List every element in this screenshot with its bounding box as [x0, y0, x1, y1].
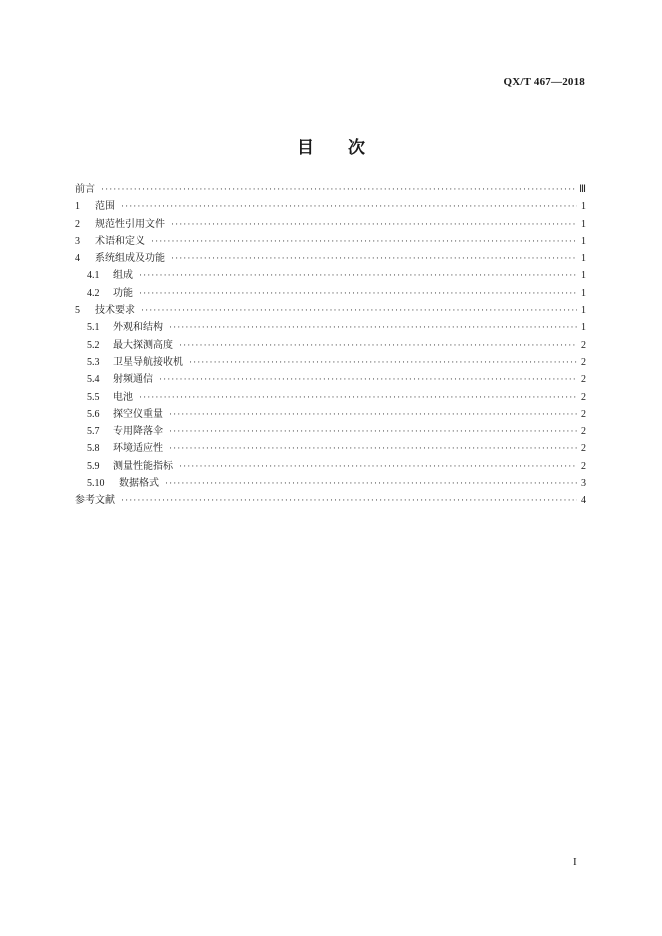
toc-entry-number: 5.2: [87, 339, 100, 351]
toc-leader-dots: [179, 340, 577, 350]
toc-entry-label: 规范性引用文件: [95, 218, 165, 230]
toc-leader-dots: [151, 236, 577, 246]
toc-entry-number: 5.9: [87, 460, 100, 472]
toc-entry-number: 4: [75, 253, 80, 265]
toc-entry[interactable]: [75, 180, 586, 197]
toc-entry[interactable]: [75, 301, 586, 318]
toc-entry-number: 4.2: [87, 287, 100, 299]
toc-entry-page: 1: [581, 287, 586, 299]
toc-entry-label: 射频通信: [113, 374, 153, 386]
toc-entry-page: 1: [581, 218, 586, 230]
toc-entry[interactable]: [75, 353, 586, 370]
toc-entry-label: 数据格式: [119, 478, 159, 490]
toc-entry-label: 组成: [113, 270, 133, 282]
toc-title: [0, 133, 662, 158]
toc-entry-page: 1: [581, 322, 586, 334]
toc-leader-dots: [169, 409, 577, 419]
toc-entry-number: 5.7: [87, 426, 100, 438]
toc-entry[interactable]: [75, 370, 586, 387]
toc-entry[interactable]: [75, 457, 586, 474]
toc-entry-number: 5.6: [87, 408, 100, 420]
toc-entry-label: 探空仪重量: [113, 408, 163, 420]
toc-leader-dots: [121, 201, 577, 211]
toc-entry-page: 2: [581, 356, 586, 368]
toc-entry-label: 外观和结构: [113, 322, 163, 334]
toc-leader-dots: [159, 374, 577, 384]
toc-leader-dots: [121, 495, 577, 505]
toc-entry[interactable]: [75, 249, 586, 266]
toc-title-right: 次: [348, 138, 365, 158]
toc-entry-number: 5.1: [87, 322, 100, 334]
toc-leader-dots: [141, 305, 577, 315]
toc-entry-label: 环境适应性: [113, 443, 163, 455]
toc-entry-page: 1: [581, 270, 586, 282]
toc-entry[interactable]: [75, 215, 586, 232]
toc-entry-number: 2: [75, 218, 80, 230]
toc-leader-dots: [171, 253, 577, 263]
toc-entry[interactable]: [75, 491, 586, 508]
toc-entry-page: 1: [581, 201, 586, 213]
toc-entry-label: 电池: [113, 391, 133, 403]
toc-entry-number: 4.1: [87, 270, 100, 282]
toc-entry[interactable]: [75, 439, 586, 456]
toc-entry-page: 4: [581, 495, 586, 507]
toc-entry[interactable]: [75, 266, 586, 283]
toc-leader-dots: [189, 357, 577, 367]
toc-leader-dots: [165, 478, 577, 488]
toc-leader-dots: [139, 392, 577, 402]
table-of-contents: [75, 180, 586, 509]
toc-entry[interactable]: [75, 405, 586, 422]
toc-entry[interactable]: [75, 284, 586, 301]
toc-entry-page: Ⅲ: [579, 184, 586, 195]
standard-code: QX/T 467—2018: [503, 76, 585, 88]
toc-leader-dots: [101, 184, 575, 194]
toc-entry-number: 3: [75, 235, 80, 247]
toc-leader-dots: [171, 219, 577, 229]
toc-entry-label: 前言: [75, 184, 95, 195]
toc-entry-page: 2: [581, 391, 586, 403]
toc-entry-page: 2: [581, 408, 586, 420]
toc-entry[interactable]: [75, 388, 586, 405]
toc-entry[interactable]: [75, 197, 586, 214]
toc-entry-number: 1: [75, 201, 80, 213]
toc-entry-page: 2: [581, 374, 586, 386]
toc-entry-label: 最大探测高度: [113, 339, 173, 351]
toc-entry-label: 系统组成及功能: [95, 253, 165, 265]
toc-entry-label: 参考文献: [75, 495, 115, 507]
toc-entry-label: 功能: [113, 287, 133, 299]
toc-entry-number: 5: [75, 305, 80, 317]
toc-leader-dots: [139, 270, 577, 280]
toc-entry-page: 2: [581, 426, 586, 438]
toc-entry-label: 范围: [95, 201, 115, 213]
toc-title-left: 目: [297, 138, 314, 158]
toc-entry-label: 卫星导航接收机: [113, 356, 183, 368]
toc-entry-page: 2: [581, 460, 586, 472]
toc-entry-number: 5.4: [87, 374, 100, 386]
toc-entry[interactable]: [75, 474, 586, 491]
toc-entry-number: 5.8: [87, 443, 100, 455]
toc-entry-label: 专用降落伞: [113, 426, 163, 438]
toc-entry-label: 技术要求: [95, 305, 135, 317]
toc-entry[interactable]: [75, 336, 586, 353]
toc-entry-page: 1: [581, 253, 586, 265]
toc-entry[interactable]: [75, 318, 586, 335]
toc-entry-page: 1: [581, 305, 586, 317]
toc-entry-label: 术语和定义: [95, 235, 145, 247]
toc-entry[interactable]: [75, 232, 586, 249]
toc-entry-page: 2: [581, 339, 586, 351]
toc-entry-number: 5.3: [87, 356, 100, 368]
toc-entry-page: 2: [581, 443, 586, 455]
page-number: I: [573, 856, 577, 868]
toc-leader-dots: [169, 322, 577, 332]
toc-entry-number: 5.10: [87, 478, 105, 490]
toc-entry[interactable]: [75, 422, 586, 439]
toc-leader-dots: [139, 288, 577, 298]
toc-entry-number: 5.5: [87, 391, 100, 403]
toc-entry-label: 测量性能指标: [113, 460, 173, 472]
toc-entry-page: 1: [581, 235, 586, 247]
toc-leader-dots: [169, 443, 577, 453]
toc-entry-page: 3: [581, 478, 586, 490]
toc-leader-dots: [169, 426, 577, 436]
toc-leader-dots: [179, 461, 577, 471]
